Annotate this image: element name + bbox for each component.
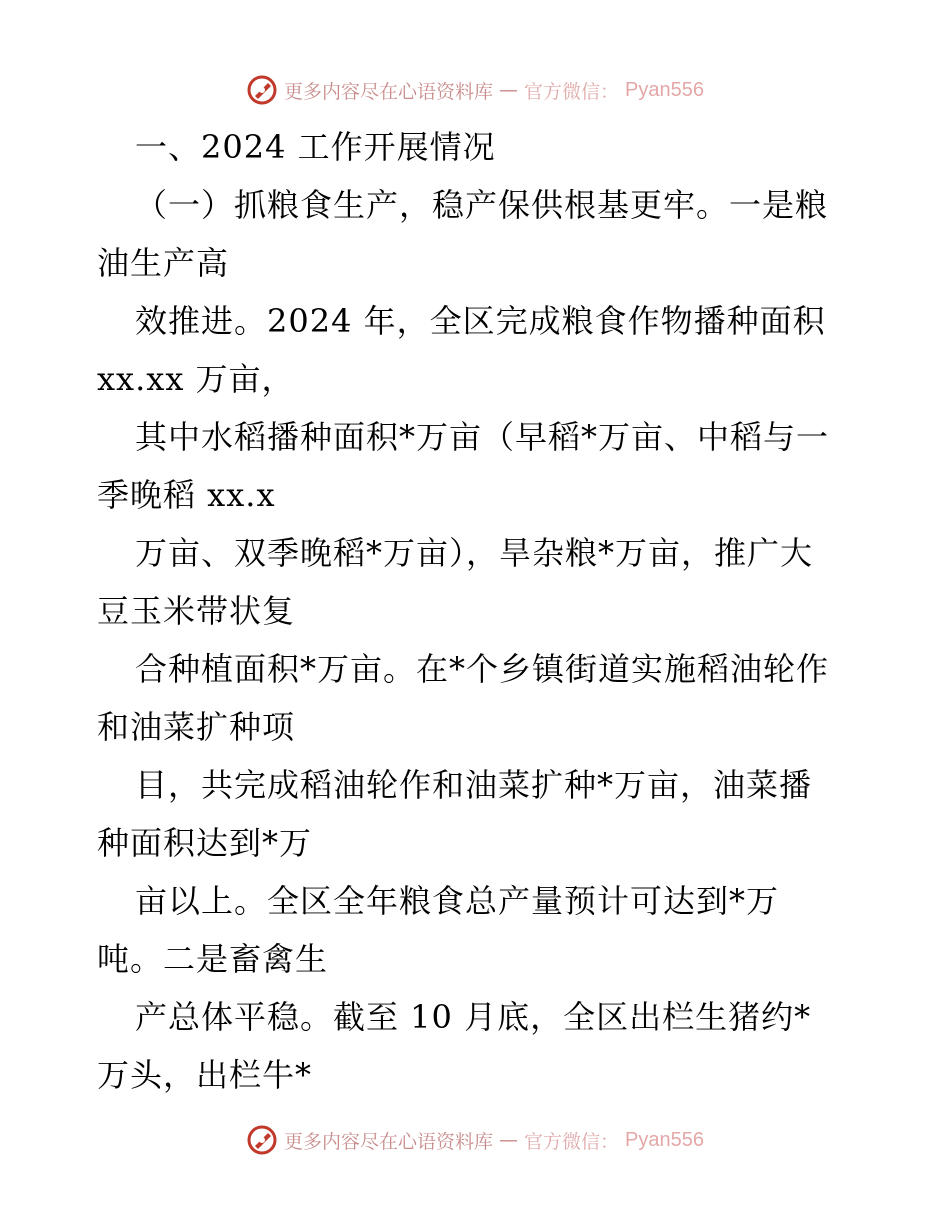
- paragraph-line: 和油菜扩种项: [97, 708, 296, 746]
- paragraph-line: 油生产高: [97, 244, 230, 282]
- watermark-label: 官方微信：: [524, 1130, 620, 1153]
- footer-watermark: [0, 1120, 950, 1160]
- watermark-label: 官方微信：: [524, 80, 620, 103]
- paragraph-line: 季晚稻 xx.x: [97, 476, 276, 514]
- watermark-group: [246, 1124, 704, 1156]
- section-heading: 一、2024 工作开展情况: [135, 128, 496, 166]
- watermark-group: [246, 74, 704, 106]
- paragraph-line: （一）抓粮食生产，稳产保供根基更牢。一是粮: [135, 186, 829, 224]
- watermark-id: Pyan556: [625, 78, 704, 101]
- paragraph-line: 吨。二是畜禽生: [97, 940, 329, 978]
- paragraph-line: 合种植面积*万亩。在*个乡镇街道实施稻油轮作: [135, 650, 830, 688]
- paragraph-line: 其中水稻播种面积*万亩（早稻*万亩、中稻与一: [135, 418, 830, 456]
- paragraph-line: 种面积达到*万: [97, 824, 313, 862]
- paragraph-line: 亩以上。全区全年粮食总产量预计可达到*万: [135, 882, 780, 920]
- paragraph-line: 豆玉米带状复: [97, 592, 296, 630]
- brand-logo-icon: [246, 74, 278, 106]
- header-watermark: [0, 70, 950, 110]
- paragraph-line: 万亩、双季晚稻*万亩），旱杂粮*万亩，推广大: [135, 534, 814, 572]
- watermark-id: Pyan556: [625, 1128, 704, 1151]
- watermark-dash: —: [499, 1129, 519, 1151]
- watermark-text: 更多内容尽在心语资料库: [284, 1130, 494, 1153]
- paragraph-line: xx.xx 万亩，: [97, 360, 295, 398]
- paragraph-line: 效推进。2024 年，全区完成粮食作物播种面积: [135, 302, 826, 340]
- paragraph-line: 目，共完成稻油轮作和油菜扩种*万亩，油菜播: [135, 766, 813, 804]
- watermark-text: 更多内容尽在心语资料库: [284, 80, 494, 103]
- paragraph-line: 产总体平稳。截至 10 月底，全区出栏生猪约*: [135, 998, 812, 1036]
- paragraph-line: 万头，出栏牛*: [97, 1056, 313, 1094]
- brand-logo-icon: [246, 1124, 278, 1156]
- document-body: [97, 118, 857, 1104]
- watermark-dash: —: [499, 79, 519, 101]
